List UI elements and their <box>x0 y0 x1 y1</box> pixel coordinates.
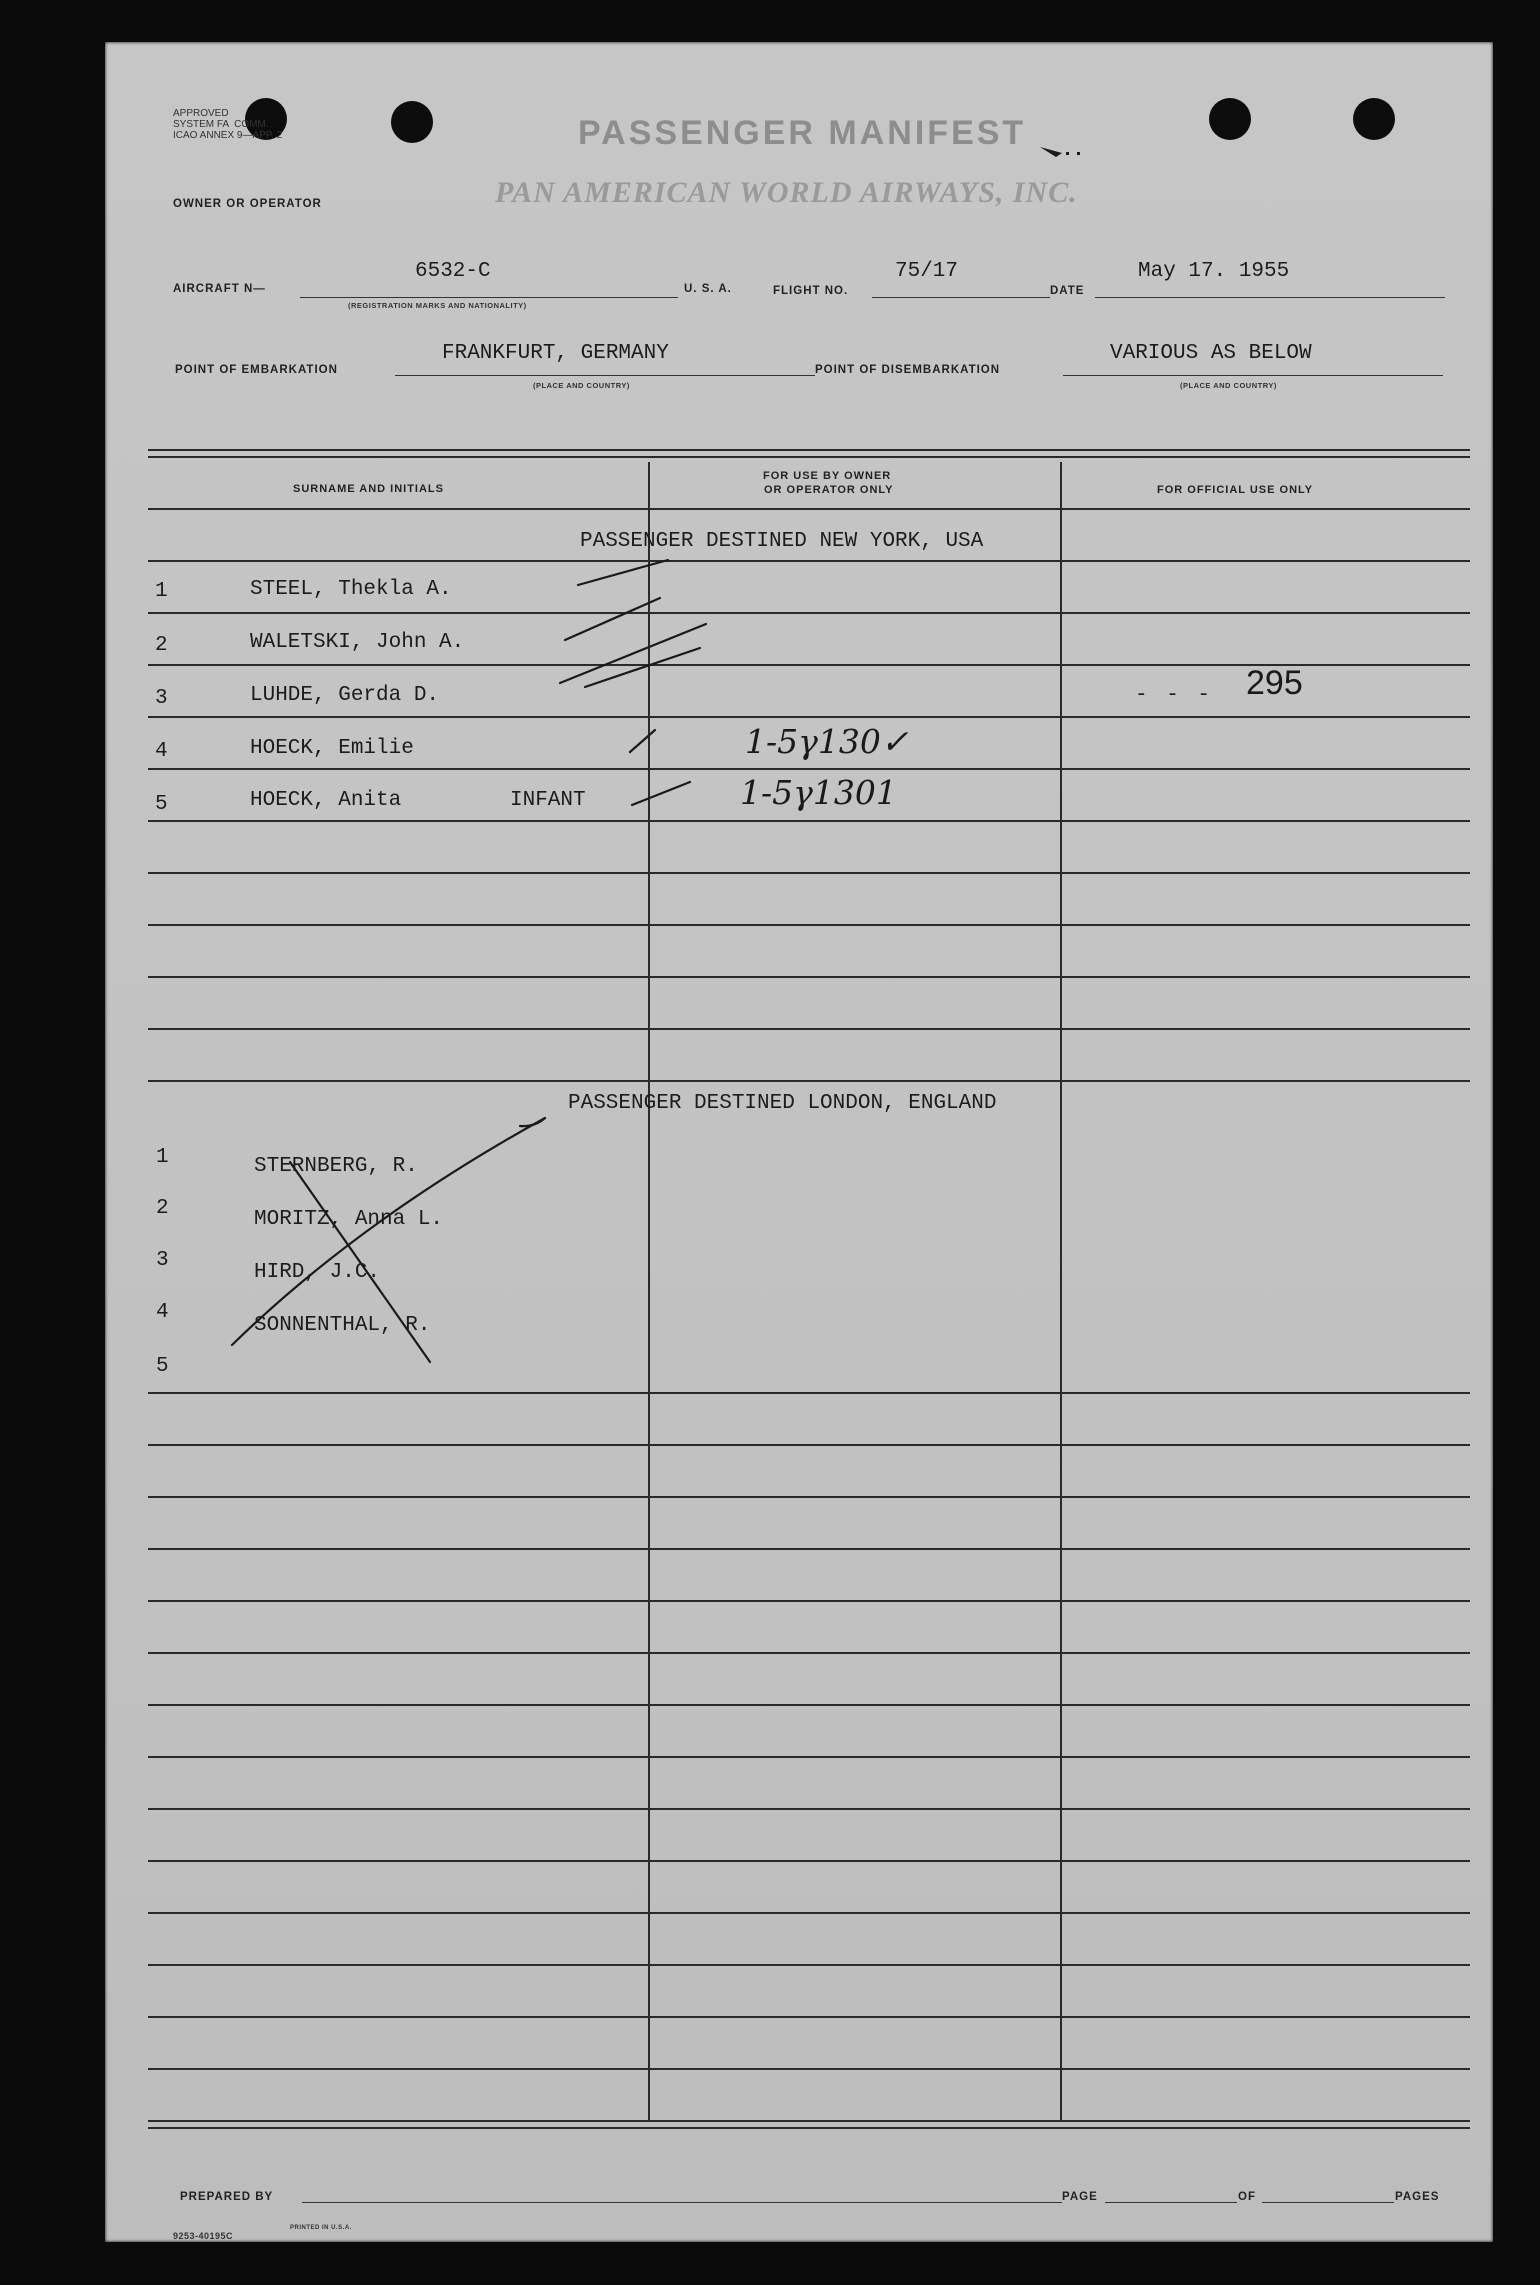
column-owner-use: FOR USE BY OWNER <box>763 470 892 482</box>
cross-out-stroke <box>232 1118 545 1345</box>
embark-value: FRANKFURT, GERMANY <box>442 342 669 365</box>
official-number: 295 <box>1246 664 1303 702</box>
embark-label: POINT OF EMBARKATION <box>175 364 338 376</box>
ink-mark <box>1066 152 1069 155</box>
flight-value: 75/17 <box>895 260 959 283</box>
row-number: 4 <box>155 740 168 763</box>
aircraft-sublabel: (REGISTRATION MARKS AND NATIONALITY) <box>348 301 527 310</box>
embark-sublabel: (PLACE AND COUNTRY) <box>533 381 630 390</box>
date-label: DATE <box>1050 285 1085 297</box>
column-surname: SURNAME AND INITIALS <box>293 483 444 495</box>
passenger-name: WALETSKI, John A. <box>250 631 465 654</box>
column-official: FOR OFFICIAL USE ONLY <box>1157 484 1314 496</box>
passenger-name: HOECK, Anita <box>250 789 402 812</box>
printed-stamp: PRINTED IN U.S.A. <box>290 2225 352 2231</box>
of-label: OF <box>1238 2191 1256 2203</box>
check-stroke <box>632 782 690 805</box>
group-ny-heading: PASSENGER DESTINED NEW YORK, USA <box>580 530 984 553</box>
official-marks: - - - <box>1135 684 1214 707</box>
passenger-name: MORITZ, Anna L. <box>254 1208 444 1231</box>
passenger-name: LUHDE, Gerda D. <box>250 684 440 707</box>
date-value: May 17. 1955 <box>1138 260 1290 283</box>
passenger-name: STERNBERG, R. <box>254 1155 418 1178</box>
prepared-by-label: PREPARED BY <box>180 2191 274 2203</box>
passenger-name: STEEL, Thekla A. <box>250 578 452 601</box>
usa-label: U. S. A. <box>684 283 732 295</box>
check-stroke <box>585 648 700 687</box>
operator-name: PAN AMERICAN WORLD AIRWAYS, INC. <box>495 176 1078 209</box>
passenger-name: HIRD, J.C. <box>254 1261 381 1284</box>
check-stroke <box>630 730 655 752</box>
ink-mark <box>1077 152 1080 155</box>
row-number: 3 <box>155 687 168 710</box>
group-london-heading: PASSENGER DESTINED LONDON, ENGLAND <box>568 1092 997 1115</box>
check-stroke <box>578 560 668 585</box>
owner-ticket-number: 1-5γ1301 <box>740 773 897 812</box>
row-number: 1 <box>156 1146 169 1169</box>
row-number: 2 <box>156 1197 169 1220</box>
owner-ticket-number: 1-5γ130✓ <box>745 722 909 761</box>
approval-note: APPROVED SYSTEM FA COMM. ICAO ANNEX 9—APP. 2 <box>173 108 283 141</box>
column-owner-use-2: OR OPERATOR ONLY <box>764 484 894 496</box>
disembark-label: POINT OF DISEMBARKATION <box>815 364 1001 376</box>
flight-label: FLIGHT NO. <box>773 285 849 297</box>
form-number: 9253-40195C <box>173 2231 234 2241</box>
disembark-value: VARIOUS AS BELOW <box>1110 342 1312 365</box>
row-number: 2 <box>155 634 168 657</box>
row-number: 5 <box>155 793 168 816</box>
passenger-name: HOECK, Emilie <box>250 737 414 760</box>
row-number: 4 <box>156 1301 169 1324</box>
disembark-sublabel: (PLACE AND COUNTRY) <box>1180 381 1277 390</box>
passenger-note: INFANT <box>510 789 586 812</box>
row-number: 1 <box>155 580 168 603</box>
pages-label: PAGES <box>1395 2191 1440 2203</box>
page-label: PAGE <box>1062 2191 1098 2203</box>
check-stroke <box>565 598 660 640</box>
row-number: 5 <box>156 1355 169 1378</box>
aircraft-value: 6532-C <box>415 260 491 283</box>
cross-out-stroke <box>290 1162 430 1362</box>
ink-mark <box>1040 147 1062 157</box>
owner-label: OWNER OR OPERATOR <box>173 198 322 210</box>
form-title: PASSENGER MANIFEST <box>578 114 1027 152</box>
aircraft-label: AIRCRAFT N— <box>173 283 266 295</box>
row-number: 3 <box>156 1249 169 1272</box>
passenger-name: SONNENTHAL, R. <box>254 1314 431 1337</box>
